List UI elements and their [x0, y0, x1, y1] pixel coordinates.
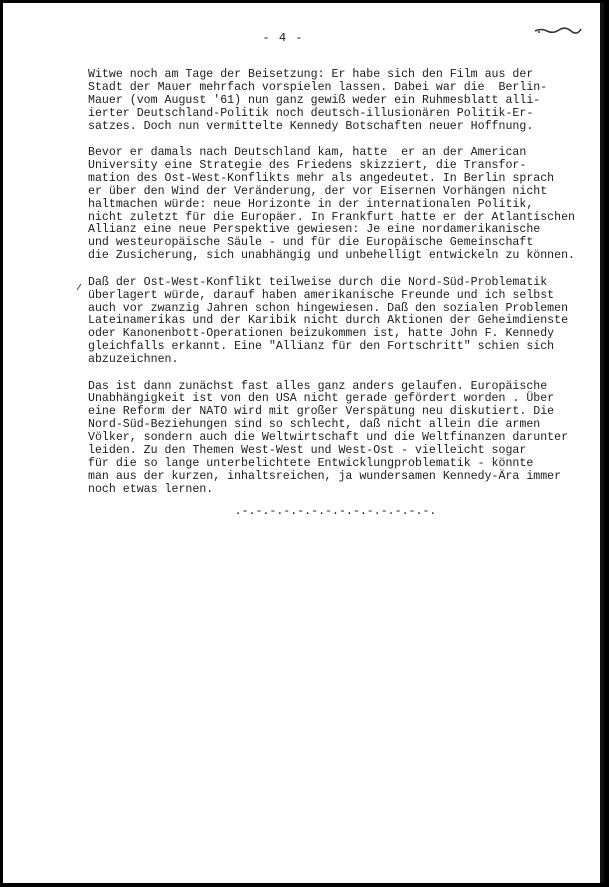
- text-line: Völker, sondern auch die Weltwirtschaft und die Weltfinanzen darunter: [88, 431, 569, 445]
- closing-separator: .-.-.-.-.-.-.-.-.-.-.-.-.-.-.: [234, 505, 437, 518]
- text-line: Stadt der Mauer mehrfach vorspielen lassen. Dabei war die Berlin-: [88, 80, 548, 94]
- text-line: University eine Strategie des Friedens skizziert, die Transfor-: [88, 158, 527, 172]
- margin-tick-mark: [76, 283, 82, 291]
- text-line: gleichfalls erkannt. Eine "Allianz für den Fortschritt" schien sich: [88, 340, 555, 354]
- text-line: noch etwas lernen.: [88, 482, 214, 496]
- page-number: - 4 -: [262, 31, 304, 45]
- text-line: Lateinamerikas und der Karibik nicht durch Aktionen der Geheimdienste: [88, 314, 569, 328]
- text-line: Witwe noch am Tage der Beisetzung: Er habe sich den Film aus der: [88, 68, 534, 81]
- text-line: Das ist dann zunächst fast alles ganz anders gelaufen. Europäische: [88, 379, 548, 393]
- text-line: Allianz eine neue Perspektive gewiesen: Je eine nordamerikanische: [88, 223, 541, 237]
- text-line: auch vor zwanzig Jahren schon hingewiesen. Daß den sozialen Problemen: [88, 301, 569, 315]
- text-line: haltmachen würde: neue Horizonte in der internationalen Politik,: [88, 197, 534, 211]
- text-line: Unabhängigkeit ist von den USA nicht gerade gefördert worden . Über: [88, 392, 555, 406]
- text-line: für die so lange unterbelichtete Entwicklungproblematik - könnte: [88, 456, 534, 470]
- text-line: leiden. Zu den Themen West-West und West-Ost - vielleicht sogar: [88, 444, 527, 458]
- text-line: er über den Wind der Veränderung, der vor Eisernen Vorhängen nicht: [88, 184, 548, 198]
- text-line: man aus der kurzen, inhaltsreichen, ja wundersamen Kennedy-Ära immer: [88, 469, 562, 483]
- text-line: Bevor er damals nach Deutschland kam, hatte er an der American: [88, 146, 527, 160]
- text-line: Daß der Ost-West-Konflikt teilweise durch die Nord-Süd-Problematik: [88, 275, 548, 289]
- paragraph-3: [88, 277, 604, 367]
- text-line: nicht zuletzt für die Europäer. In Frankfurt hatte er der Atlantischen: [88, 210, 576, 224]
- text-line: Mauer (vom August '61) nun ganz gewiß weder ein Ruhmesblatt alli-: [88, 93, 541, 107]
- text-line: abzuzeichnen.: [88, 353, 179, 367]
- paragraph-2: [88, 147, 604, 263]
- letter-body: [88, 69, 604, 510]
- text-line: die Zusicherung, sich unabhängig und unbehelligt entwickeln zu können.: [88, 249, 576, 263]
- text-line: und westeuropäische Säule - und für die Europäische Gemeinschaft: [88, 236, 534, 250]
- text-line: ierter Deutschland-Politik noch deutsch-illusionären Politik-Er-: [88, 106, 534, 120]
- text-line: überlagert würde, darauf haben amerikanische Freunde und ich selbst: [88, 288, 555, 302]
- text-line: satzes. Doch nun vermittelte Kennedy Botschaften neuer Hoffnung.: [88, 119, 534, 133]
- paragraph-1: [88, 69, 604, 134]
- text-line: Nord-Süd-Beziehungen sind so schlecht, daß nicht allein die armen: [88, 418, 541, 432]
- text-line: eine Reform der NATO wird mit großer Verspätung neu diskutiert. Die: [88, 405, 555, 419]
- document-page: [3, 3, 604, 883]
- text-line: oder Kanonenbott-Operationen beizukommen ist, hatte John F. Kennedy: [88, 327, 555, 341]
- paragraph-4: [88, 381, 604, 497]
- text-line: mation des Ost-West-Konflikts mehr als angedeutet. In Berlin sprach: [88, 171, 555, 185]
